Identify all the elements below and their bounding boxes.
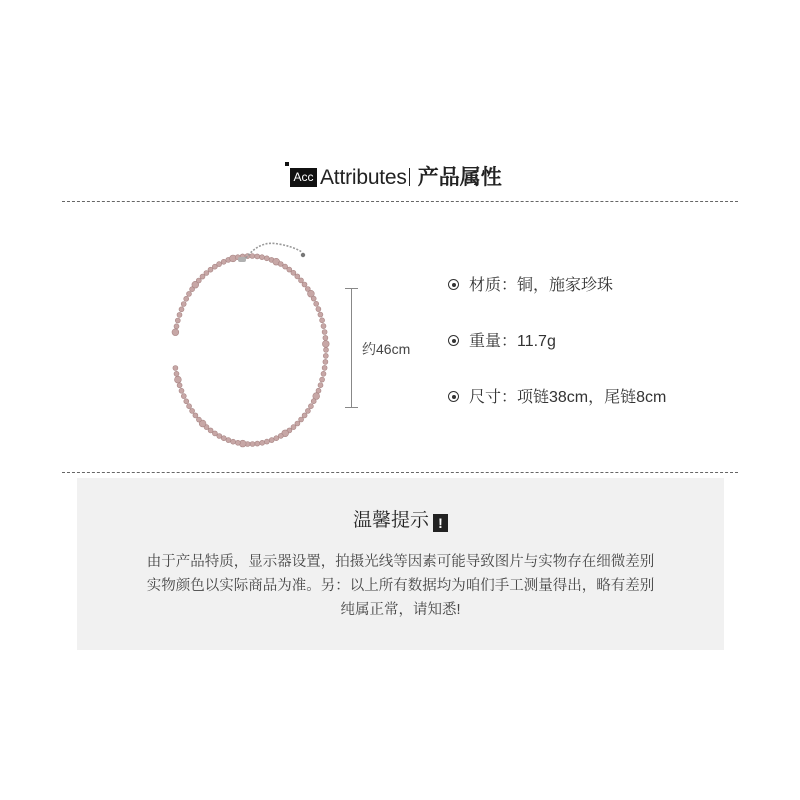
notice-title bbox=[77, 505, 724, 532]
pearl-bead bbox=[305, 408, 310, 413]
length-indicator bbox=[343, 288, 361, 408]
notice-line: 由于产品特质，显示器设置，拍摄光线等因素可能导致图片与实物存在细微差别 bbox=[146, 554, 655, 570]
notice-line: 纯属正常，请知悉! bbox=[340, 602, 461, 618]
pearl-bead bbox=[196, 417, 201, 422]
pearl-bead bbox=[320, 377, 325, 382]
target-bullet-icon bbox=[448, 279, 459, 290]
pearl-bead bbox=[318, 312, 323, 317]
attribute-material bbox=[448, 275, 613, 297]
divider-bottom bbox=[62, 472, 738, 473]
pearl-bead bbox=[212, 431, 217, 436]
pearl-bead bbox=[250, 254, 255, 259]
pearl-bead bbox=[318, 383, 323, 388]
pearl-bead bbox=[179, 307, 184, 312]
pearl-bead bbox=[208, 267, 213, 272]
pearl-bead bbox=[181, 302, 186, 307]
length-tick-bottom bbox=[345, 407, 358, 408]
target-bullet-icon bbox=[448, 391, 459, 402]
pearl-bead bbox=[302, 413, 307, 418]
pearl-bead bbox=[255, 254, 260, 259]
section-title bbox=[320, 162, 502, 194]
notice-line: 实物颜色以实际商品为准。另：以上所有数据均为咱们手工测量得出，略有差别 bbox=[146, 578, 655, 594]
necklace-image bbox=[160, 230, 340, 460]
pearl-bead bbox=[221, 259, 226, 264]
pearl-bead bbox=[231, 439, 236, 444]
pearl-bead bbox=[291, 425, 296, 430]
pearl-bead bbox=[173, 366, 178, 371]
pearl-bead bbox=[200, 274, 205, 279]
pearl-bead bbox=[177, 383, 182, 388]
pearl-bead bbox=[260, 440, 265, 445]
pearl-bead bbox=[323, 353, 328, 358]
pearl-bead bbox=[172, 329, 179, 336]
length-label: 约46cm bbox=[362, 341, 411, 357]
pearl-bead bbox=[302, 282, 307, 287]
attribute-text: 重量：11.7g bbox=[469, 333, 556, 350]
pearl-bead bbox=[264, 256, 269, 261]
pearl-bead bbox=[181, 394, 186, 399]
pearl-bead bbox=[255, 441, 260, 446]
attribute-size bbox=[448, 387, 666, 409]
attribute-text: 尺寸：项链38cm，尾链8cm bbox=[469, 389, 667, 406]
pearl-bead bbox=[320, 318, 325, 323]
pearl-bead bbox=[295, 274, 300, 279]
notice-title-text: 温馨提示 bbox=[352, 510, 429, 531]
pearl-bead bbox=[264, 439, 269, 444]
title-separator bbox=[409, 168, 410, 186]
attribute-text: 材质：铜，施家珍珠 bbox=[469, 277, 614, 294]
pearl-bead bbox=[190, 408, 195, 413]
pearl-bead bbox=[175, 376, 182, 383]
pearl-bead bbox=[179, 388, 184, 393]
pearl-bead bbox=[196, 278, 201, 283]
pearl-bead bbox=[226, 438, 231, 443]
pearl-bead bbox=[260, 255, 265, 260]
pearl-bead bbox=[235, 440, 240, 445]
pearl-bead bbox=[316, 307, 321, 312]
notice-body bbox=[77, 550, 724, 622]
pearl-bead bbox=[299, 278, 304, 283]
pearl-bead bbox=[208, 428, 213, 433]
pearl-bead bbox=[308, 404, 313, 409]
pearl-bead bbox=[204, 271, 209, 276]
pearl-bead bbox=[323, 335, 328, 340]
pearl-bead bbox=[193, 413, 198, 418]
chain-drop bbox=[301, 253, 305, 257]
section-header bbox=[0, 160, 800, 196]
pearl-bead bbox=[322, 330, 327, 335]
pearl-bead bbox=[269, 438, 274, 443]
target-bullet-icon bbox=[448, 335, 459, 346]
pearl-bead bbox=[174, 324, 179, 329]
notice-panel bbox=[77, 478, 724, 650]
pearl-bead bbox=[295, 421, 300, 426]
section-title-en: Attributes bbox=[320, 166, 407, 189]
pearl-bead bbox=[184, 399, 189, 404]
pearl-bead bbox=[324, 347, 329, 352]
pearl-bead bbox=[299, 417, 304, 422]
decor-dot bbox=[285, 162, 289, 166]
pearl-bead bbox=[322, 365, 327, 370]
pearl-bead bbox=[177, 312, 182, 317]
pearl-bead bbox=[322, 341, 329, 348]
pearl-bead bbox=[323, 359, 328, 364]
pearl-bead bbox=[184, 296, 189, 301]
pearl-bead bbox=[321, 324, 326, 329]
section-title-cn: 产品属性 bbox=[417, 166, 502, 189]
pearl-bead bbox=[175, 318, 180, 323]
header-badge: Acc bbox=[290, 168, 317, 187]
pearl-bead bbox=[174, 371, 179, 376]
length-line bbox=[351, 288, 352, 408]
pearl-bead bbox=[311, 399, 316, 404]
pearl-bead bbox=[187, 291, 192, 296]
pearl-bead bbox=[250, 442, 255, 447]
clasp bbox=[238, 257, 246, 262]
pearl-bead bbox=[217, 262, 222, 267]
pearl-bead bbox=[274, 436, 279, 441]
exclamation-icon: ! bbox=[433, 514, 448, 532]
pearl-bead bbox=[187, 404, 192, 409]
pearl-bead bbox=[311, 296, 316, 301]
attribute-weight bbox=[448, 331, 556, 353]
pearl-bead bbox=[314, 301, 319, 306]
pearl-bead bbox=[321, 371, 326, 376]
pearl-bead bbox=[291, 270, 296, 275]
divider-top bbox=[62, 201, 738, 202]
pearl-bead bbox=[278, 433, 283, 438]
